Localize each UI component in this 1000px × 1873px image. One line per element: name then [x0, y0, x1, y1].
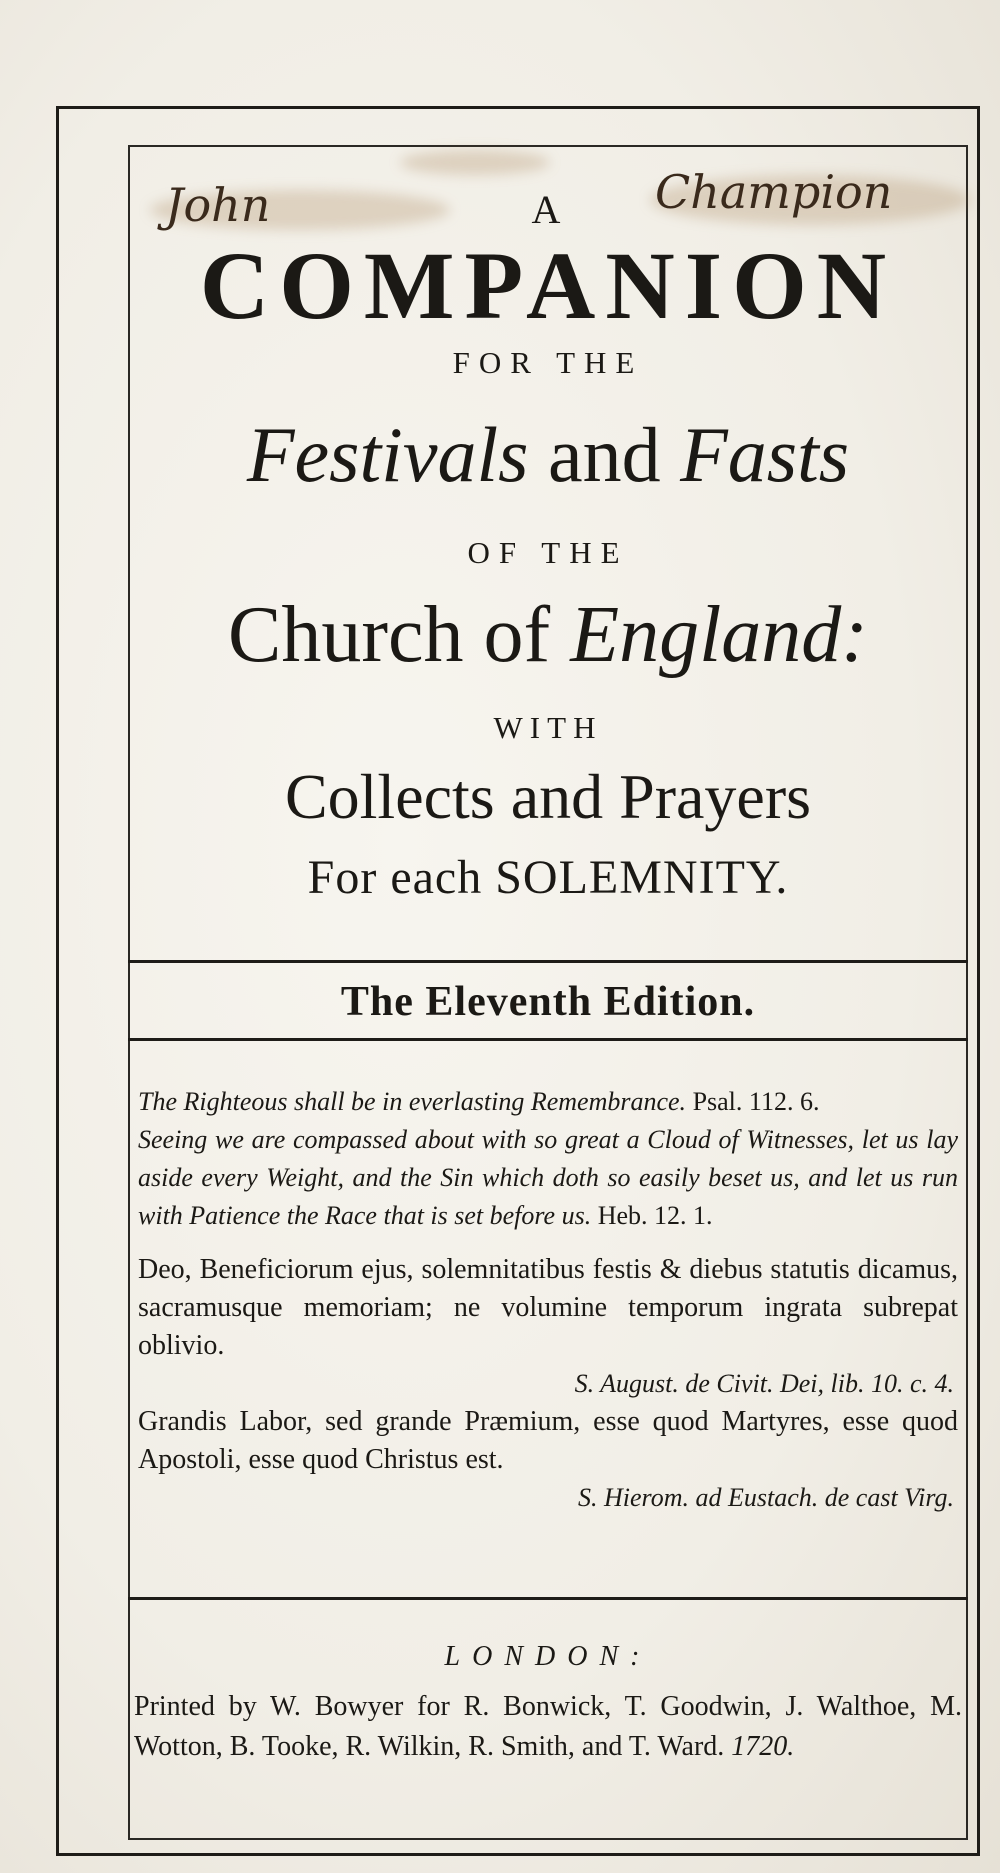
- edition-statement: The Eleventh Edition.: [340, 979, 756, 1025]
- title-fasts: Fasts: [680, 411, 850, 498]
- rule-above-edition: [128, 960, 968, 963]
- imprint-city: LONDON:: [444, 1641, 652, 1672]
- epigraph-reference: Psal. 112. 6.: [692, 1087, 820, 1116]
- stain-mark: [400, 150, 550, 175]
- title-main: COMPANION: [199, 232, 897, 339]
- title-church-line: [128, 590, 968, 681]
- title-with: WITH: [493, 710, 603, 745]
- title-and: and: [547, 411, 661, 498]
- epigraph-jerome: Grandis Labor, sed grande Præmium, esse quod Martyres, esse quod Apostoli, esse quod Christus est.: [138, 1406, 958, 1475]
- title-of-the: OF THE: [467, 535, 629, 570]
- title-festivals-line: [128, 410, 968, 500]
- epigraph-text: The Righteous shall be in everlasting Remembrance.: [138, 1087, 687, 1116]
- epigraph-reference: Heb. 12. 1.: [597, 1201, 713, 1230]
- epigraphs: [128, 1083, 968, 1517]
- title-for-the: FOR THE: [452, 345, 644, 380]
- rule-below-edition: [128, 1038, 968, 1041]
- epigraph-augustine: Deo, Beneficiorum ejus, solemnitatibus festis & diebus statutis dicamus, sacramusque memoriam; ne volumine temporum ingrata subrepat oblivio.: [138, 1254, 958, 1361]
- inscription-last-name: Champion: [655, 165, 893, 219]
- title-church-of: Church of: [228, 591, 551, 679]
- title-festivals: Festivals: [246, 411, 529, 498]
- imprint-printer: [128, 1687, 968, 1767]
- title-collects: Collects and Prayers: [284, 761, 812, 832]
- epigraph-hebrews: [138, 1121, 958, 1235]
- epigraph-citation: S. August. de Civit. Dei, lib. 10. c. 4.: [574, 1369, 954, 1398]
- epigraph-citation: S. Hierom. ad Eustach. de cast Virg.: [578, 1483, 954, 1512]
- imprint-printed-by: Printed by W. Bowyer for R. Bonwick, T. Goodwin, J. Walthoe, M. Wotton, B. Tooke, R. Wilkin, R. Smith, and T. Ward.: [134, 1691, 962, 1762]
- rule-above-imprint: [128, 1597, 968, 1600]
- epigraph-psalm: [138, 1083, 958, 1121]
- imprint-year: 1720.: [731, 1731, 795, 1762]
- title-england: England:: [570, 591, 868, 679]
- inscription-first-name: John: [165, 178, 271, 232]
- title-for-each: For each SOLEMNITY.: [307, 851, 789, 904]
- title-article: A: [531, 187, 565, 232]
- epigraph-text: Seeing we are compassed about with so great a Cloud of Witnesses, let us lay aside every Weight, and the Sin which doth so easily beset us, and let us run with Patience the Race that is set before us.: [138, 1125, 958, 1230]
